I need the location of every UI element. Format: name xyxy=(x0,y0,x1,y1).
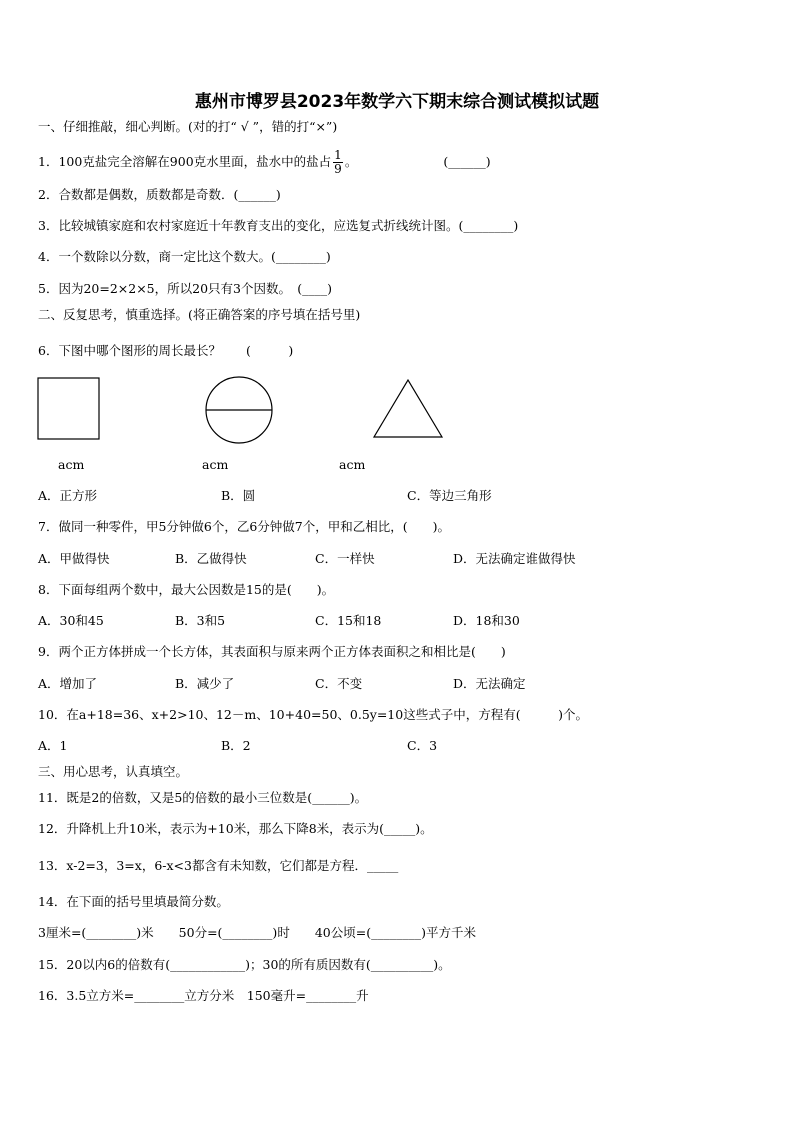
q6-option-a[interactable]: A．正方形 xyxy=(38,488,98,503)
question-2: 2．合数都是偶数，质数都是奇数．(______) xyxy=(38,187,281,202)
question-1-text: 1．100克盐完全溶解在900克水里面，盐水中的盐占 xyxy=(38,154,332,169)
question-1: 1．100克盐完全溶解在900克水里面，盐水中的盐占 $\frac{1}{9}$ 。 (______) xyxy=(38,148,491,176)
question-9-stem: 9．两个正方体拼成一个长方体，其表面积与原来两个正方体表面积之和相比是( ) xyxy=(38,644,506,659)
question-14-blanks: 3厘米=(________)米 50分=(________)时 40公顷=(________)平方千米 xyxy=(38,925,476,940)
triangle-label: acm xyxy=(339,457,366,472)
q6-option-c[interactable]: C．等边三角形 xyxy=(407,488,492,503)
section-3-heading: 三、用心思考，认真填空。 xyxy=(38,764,189,779)
q7-option-c[interactable]: C．一样快 xyxy=(315,551,375,566)
question-15: 15．20以内6的倍数有(____________)；30的所有质因数有(__________)。 xyxy=(38,957,451,972)
question-13: 13．x-2=3，3=x，6-x<3都含有未知数，它们都是方程．_____ xyxy=(38,858,399,873)
circle-label: acm xyxy=(202,457,229,472)
fraction-1-9: $\frac{1}{9}$ xyxy=(334,148,342,176)
q8-option-a[interactable]: A．30和45 xyxy=(38,613,104,628)
q7-option-b[interactable]: B．乙做得快 xyxy=(175,551,247,566)
section-1-heading: 一、仔细推敲，细心判断。(对的打“ √ ”，错的打“×”) xyxy=(38,119,338,134)
question-11: 11．既是2的倍数，又是5的倍数的最小三位数是(______)。 xyxy=(38,790,368,805)
q7-option-d[interactable]: D．无法确定谁做得快 xyxy=(453,551,576,566)
page-title: 惠州市博罗县2023年数学六下期末综合测试模拟试题 xyxy=(194,92,600,112)
q7-option-a[interactable]: A．甲做得快 xyxy=(38,551,110,566)
question-16: 16．3.5立方米=________立方分米 150毫升=________升 xyxy=(38,988,369,1003)
q8-option-c[interactable]: C．15和18 xyxy=(315,613,382,628)
question-1-blank[interactable]: (______) xyxy=(443,154,491,169)
question-8-stem: 8．下面每组两个数中，最大公因数是15的是( )。 xyxy=(38,582,335,597)
q9-option-b[interactable]: B．减少了 xyxy=(175,676,235,691)
q6-option-b[interactable]: B．圆 xyxy=(221,488,256,503)
q8-option-b[interactable]: B．3和5 xyxy=(175,613,226,628)
question-7-stem: 7．做同一种零件，甲5分钟做6个，乙6分钟做7个，甲和乙相比，( )。 xyxy=(38,519,451,534)
question-12: 12．升降机上升10米，表示为+10米，那么下降8米，表示为(_____)。 xyxy=(38,821,433,836)
q10-option-c[interactable]: C．3 xyxy=(407,738,438,753)
question-3: 3．比较城镇家庭和农村家庭近十年教育支出的变化，应选复式折线统计图。(________) xyxy=(38,218,519,233)
square-label: acm xyxy=(58,457,85,472)
question-6-stem: 6．下图中哪个图形的周长最长？ ( ) xyxy=(38,343,294,358)
q8-option-d[interactable]: D．18和30 xyxy=(453,613,520,628)
square-figure xyxy=(37,377,101,441)
question-5: 5．因为20=2×2×5，所以20只有3个因数。 (____) xyxy=(38,281,333,296)
q10-option-b[interactable]: B．2 xyxy=(221,738,251,753)
q9-option-c[interactable]: C．不变 xyxy=(315,676,363,691)
q9-option-d[interactable]: D．无法确定 xyxy=(453,676,526,691)
section-2-heading: 二、反复思考，慎重选择。(将正确答案的序号填在括号里) xyxy=(38,307,361,322)
question-4: 4．一个数除以分数，商一定比这个数大。(________) xyxy=(38,249,331,264)
triangle-figure xyxy=(372,378,444,440)
question-10-stem: 10．在a+18=36、x+2>10、12－m、10+40=50、0.5y=10这些式子中，方程有( )个。 xyxy=(38,707,588,722)
circle-figure xyxy=(203,374,275,446)
q9-option-a[interactable]: A．增加了 xyxy=(38,676,98,691)
q10-option-a[interactable]: A．1 xyxy=(38,738,68,753)
question-14-stem: 14．在下面的括号里填最简分数。 xyxy=(38,894,229,909)
